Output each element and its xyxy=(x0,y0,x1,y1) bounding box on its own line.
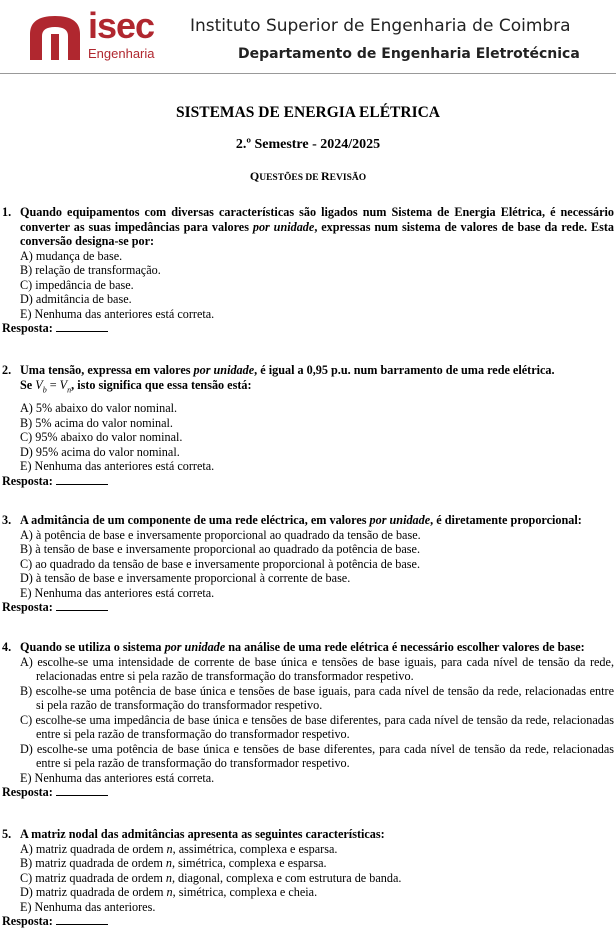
option-c: C) matriz quadrada de ordem n, diagonal, complexa e com estrutura de banda. xyxy=(20,870,402,885)
question-1 xyxy=(2,205,614,336)
question-stem: 5. A matriz nodal das admitâncias apresenta as seguintes características: xyxy=(2,827,385,841)
option-c: C) impedância de base. xyxy=(20,277,134,292)
answer-blank[interactable] xyxy=(56,600,108,611)
answer-blank[interactable] xyxy=(56,914,108,925)
option-d: D) admitância de base. xyxy=(20,292,132,306)
question-stem: 3. A admitância de um componente de uma rede eléctrica, em valores por unidade, é diretamente proporcional: xyxy=(2,513,582,527)
option-b: B) 5% acima do valor nominal. xyxy=(20,415,173,430)
option-a: A) à potência de base e inversamente proporcional ao quadrado da tensão de base. xyxy=(20,527,421,542)
voltage-formula: $V_b = V_n$ xyxy=(35,377,72,394)
answer-line[interactable]: Resposta: xyxy=(2,321,614,336)
semester-line: 2.º Semestre - 2024/2025 xyxy=(235,137,381,152)
question-5 xyxy=(2,827,614,929)
answer-line[interactable]: Resposta: xyxy=(2,474,614,489)
option-e: E) Nenhuma das anteriores está correta. xyxy=(20,459,215,474)
answer-line[interactable]: Resposta: xyxy=(2,785,614,800)
department-name: Departamento de Engenharia Eletrotécnica xyxy=(238,46,580,62)
option-c: C) ao quadrado da tensão de base e inversamente proporcional à potência de base. xyxy=(20,556,420,571)
option-e: E) Nenhuma das anteriores está correta. xyxy=(20,585,215,600)
page-header xyxy=(0,0,616,74)
isec-logo-mark-icon xyxy=(28,12,82,62)
question-stem-line2: Se $V_b = V_n$, isto significa que essa tensão está: xyxy=(20,377,252,394)
question-stem: 1. Quando equipamentos com diversas características são ligados num Sistema de Energia Elétrica, é necessário converter as suas impedâncias para valores por unidade, expressas num sistema de valores de base da rede. Esta conversão designa-se por: xyxy=(2,205,614,248)
option-e: E) Nenhuma das anteriores está correta. xyxy=(20,306,215,321)
institution-name: Instituto Superior de Engenharia de Coimbra xyxy=(190,16,571,36)
option-d: D) 95% acima do valor nominal. xyxy=(20,444,180,459)
option-d: D) escolhe-se uma potência de base única e tensões de base diferentes, para cada nível de tensão da rede, relacionadas entre si pela razão de transformação do transformador respetivo. xyxy=(20,741,614,770)
option-c: C) 95% abaixo do valor nominal. xyxy=(20,430,183,445)
option-a: A) matriz quadrada de ordem n, assimétrica, complexa e esparsa. xyxy=(20,841,338,856)
question-4 xyxy=(2,640,614,800)
question-2 xyxy=(2,363,614,488)
logo-subtext: Engenharia xyxy=(88,46,155,61)
answer-blank[interactable] xyxy=(56,474,108,485)
question-stem: 2. Uma tensão, expressa em valores por unidade, é igual a 0,95 p.u. num barramento de uma rede elétrica. xyxy=(2,363,555,377)
option-b: B) à tensão de base e inversamente proporcional ao quadrado da potência de base. xyxy=(20,542,420,556)
answer-blank[interactable] xyxy=(56,321,108,332)
option-b: B) matriz quadrada de ordem n, simétrica, complexa e esparsa. xyxy=(20,856,327,870)
document-title: SISTEMAS DE ENERGIA ELÉTRICA xyxy=(175,104,440,121)
section-heading: QUESTÕES DE REVISÃO xyxy=(249,169,367,183)
option-a: A) mudança de base. xyxy=(20,248,123,263)
question-stem: 4. Quando se utiliza o sistema por unidade na análise de uma rede elétrica é necessário escolher valores de base: xyxy=(2,640,585,654)
option-c: C) escolhe-se uma impedância de base única e tensões de base diferentes, para cada nível de tensão da rede, relacionadas entre si pela razão de transformação do transformador respetivo. xyxy=(20,712,614,741)
answer-line[interactable]: Resposta: xyxy=(2,600,614,615)
option-e: E) Nenhuma das anteriores está correta. xyxy=(20,770,215,785)
answer-line[interactable]: Resposta: xyxy=(2,914,614,929)
logo-text: isec xyxy=(88,5,155,46)
option-e: E) Nenhuma das anteriores. xyxy=(20,899,156,914)
option-b: B) escolhe-se uma potência de base única e tensões de base iguais, para cada nível de tensão da rede, relacionadas entre si pela razão de transformação do transformador respetivo. xyxy=(20,683,614,712)
option-d: D) matriz quadrada de ordem n, simétrica, complexa e cheia. xyxy=(20,885,318,899)
answer-blank[interactable] xyxy=(56,785,108,796)
option-d: D) à tensão de base e inversamente proporcional à corrente de base. xyxy=(20,571,351,585)
header-divider xyxy=(0,73,616,74)
option-a: A) 5% abaixo do valor nominal. xyxy=(20,401,178,416)
option-a: A) escolhe-se uma intensidade de corrente de base única e tensões de base iguais, para cada nível de tensão da rede, relacionadas entre si pela razão de transformação do transformador respetivo. xyxy=(20,654,614,683)
isec-logo xyxy=(28,5,162,64)
option-b: B) relação de transformação. xyxy=(20,263,161,277)
question-3 xyxy=(2,513,614,615)
